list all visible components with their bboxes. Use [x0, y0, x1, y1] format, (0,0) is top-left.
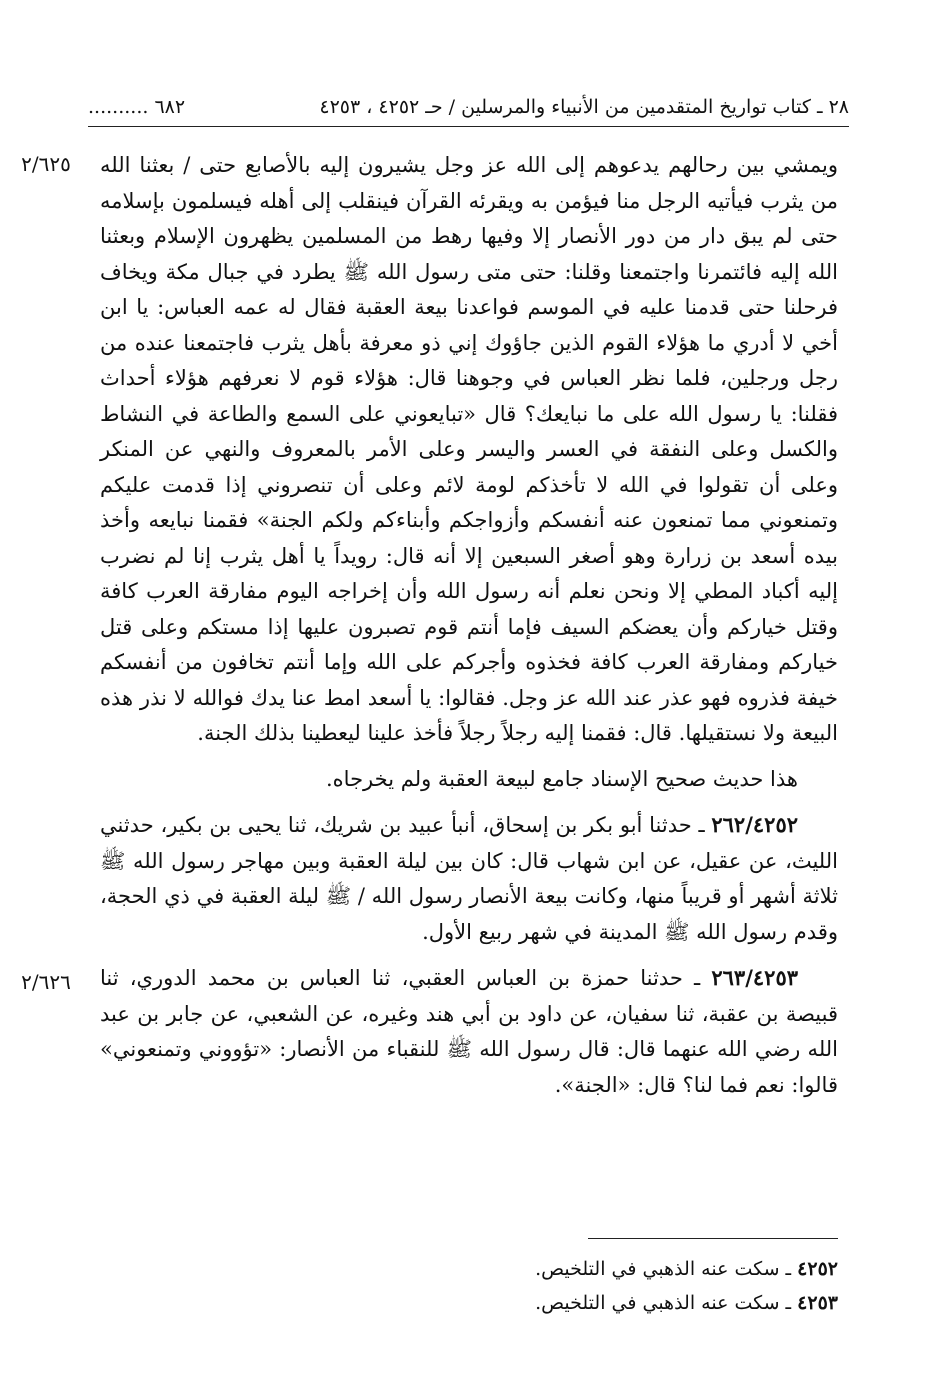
hadith-number: ٢٦٣/٤٢٥٣ [711, 965, 798, 990]
paragraph: هذا حديث صحيح الإسناد جامع لبيعة العقبة ولم يخرجاه. [326, 766, 798, 791]
footnote-divider [588, 1238, 838, 1239]
header-title: ٢٨ ـ كتاب تواريخ المتقدمين من الأنبياء والمرسلين / حـ ٤٢٥٢ ، ٤٢٥٣ [319, 96, 849, 118]
footnote-text: ـ سكت عنه الذهبي في التلخيص. [535, 1258, 798, 1280]
page-number [88, 92, 185, 122]
footnote-number: ٤٢٥٢ [797, 1258, 838, 1280]
main-text [100, 148, 838, 1103]
hadith-number: ٢٦٢/٤٢٥٢ [711, 812, 798, 837]
header-leader-dots: .......... [88, 96, 149, 118]
footnote [100, 1286, 838, 1320]
hadith-entry [100, 960, 838, 1103]
page-number-value: ٦٨٢ [154, 96, 186, 118]
paragraph: ويمشي بين رحالهم يدعوهم إلى الله عز وجل يشيرون إليه بالأصابع حتى / بعثنا الله من يثرب فيأتيه الرجل منا فيؤمن به ويقرئه القرآن فينقلب إلى أهله فيسلمون بإسلامه حتى لم يبق دار من دور الأنصار إلا وفيها رهط من المسلمين يظهرون الإسلام وبعثنا الله إليه فائتمرنا واجتمعنا وقلنا: حتى متى رسول الله ﷺ يطرد في جبال مكة ويخاف فرحلنا حتى قدمنا عليه في الموسم فواعدنا بيعة العقبة فقال له عمه العباس: يا ابن أخي لا أدري ما هؤلاء القوم الذين جاؤوك إني ذو معرفة بأهل يثرب فاجتمعنا عنده من رجل ورجلين، فلما نظر العباس في وجوهنا قال: هؤلاء قوم لا نعرفهم هؤلاء أحداث فقلنا: يا رسول الله على ما نبايعك؟ قال «تبايعوني على السمع والطاعة في النشاط والكسل وعلى النفقة في العسر واليسر وعلى الأمر بالمعروف والنهي عن المنكر وعلى أن تقولوا في الله لا تأخذكم لومة لائم وعلى أن تنصروني إذا قدمت عليكم وتمنعوني مما تمنعون عنه أنفسكم وأزواجكم وأبناءكم ولكم الجنة» فقمنا نبايعه وأخذ بيده أسعد بن زرارة وهو أصغر السبعين إلا أنه قال: رويداً يا أهل يثرب إنا لم نضرب إليه أكباد المطي إلا ونحن نعلم أنه رسول الله وأن إخراجه اليوم مفارقة العرب كافة وقتل خياركم وأن يعضكم السيف فإما أنتم قوم تصبرون عليها إذا مستكم وعلى قتل خياركم ومفارقة العرب كافة فخذوه وأجركم على الله وإما أنتم تخافون من أنفسكم خيفة فذروه فهو عذر عند الله عز وجل. فقالوا: يا أسعد امط عنا يدك فوالله لا نذر هذه البيعة ولا نستقيلها. قال: فقمنا إليه رجلاً رجلاً فأخذ علينا ليعطينا بذلك الجنة. [100, 153, 838, 745]
hadith-text: ـ حدثنا أبو بكر بن إسحاق، أنبأ عبيد بن شريك، ثنا يحيى بن بكير، حدثني الليث، عن عقيل، عن ابن شهاب قال: كان بين ليلة العقبة وبين مهاجر رسول الله ﷺ ثلاثة أشهر أو قريباً منها، وكانت بيعة الأنصار رسول الله / ﷺ ليلة العقبة في ذي الحجة، وقدم رسول الله ﷺ المدينة في شهر ربيع الأول. [100, 813, 838, 944]
hadith-text: ـ حدثنا حمزة بن العباس العقبي، ثنا العباس بن محمد الدوري، ثنا قبيصة بن عقبة، ثنا سفيان، عن داود بن أبي هند وغيره، عن الشعبي، عن جابر بن عبد الله رضي الله عنهما قال: قال رسول الله ﷺ للنقباء من الأنصار: «تؤووني وتمنعوني» قالوا: نعم فما لنا؟ قال: «الجنة». [100, 966, 838, 1097]
footnote [100, 1252, 838, 1286]
running-header [88, 92, 849, 127]
footnote-text: ـ سكت عنه الذهبي في التلخيص. [535, 1292, 798, 1314]
margin-reference: ٢/٦٢٦ [21, 970, 71, 994]
hadith-entry [100, 807, 838, 950]
footnote-number: ٤٢٥٣ [797, 1292, 838, 1314]
margin-reference: ٢/٦٢٥ [21, 152, 71, 176]
footnotes [100, 1252, 838, 1320]
